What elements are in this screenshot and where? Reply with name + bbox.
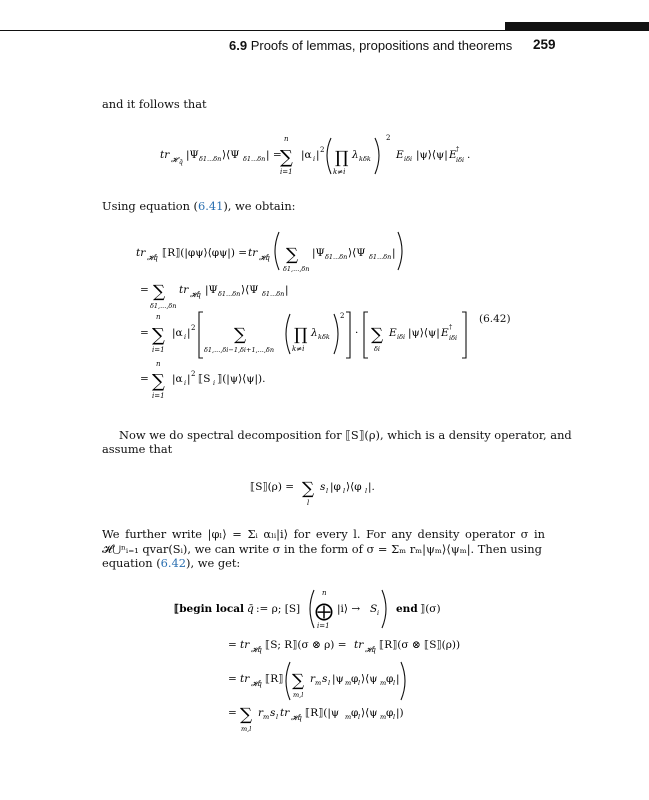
paragraph-4-line-1: We further write |φₗ⟩ = Σᵢ αₗᵢ|i⟩ for every l. For any density operator σ in (102, 527, 546, 541)
svg-text:q̄: q̄ (247, 603, 254, 615)
svg-text:m: m (345, 679, 352, 687)
paragraph-4-line-2: 𝓗⋃ⁿᵢ₌₁ qvar(Sᵢ), we can write σ in the form of σ = Σₘ rₘ|ψₘ⟩⟨ψₘ|. Then using (102, 542, 542, 556)
svg-text:S: S (370, 603, 378, 615)
svg-text:δ1...δn: δ1...δn (218, 290, 241, 298)
svg-text:i: i (213, 379, 216, 387)
equation-link-6-41[interactable]: 6.41 (197, 199, 224, 213)
svg-text:m: m (380, 713, 387, 721)
svg-text:end: end (396, 603, 418, 615)
svg-text:𝓗q̄: 𝓗q̄ (190, 291, 201, 299)
svg-text:∏: ∏ (294, 325, 308, 345)
svg-text:2: 2 (320, 146, 325, 154)
svg-text:|: | (187, 373, 191, 385)
svg-text:m: m (315, 679, 322, 687)
svg-text:tr: tr (280, 707, 290, 719)
svg-text:𝓗q̄: 𝓗q̄ (259, 254, 270, 262)
svg-text:=: = (140, 327, 149, 339)
svg-text:∑: ∑ (302, 479, 315, 499)
svg-text:∑: ∑ (280, 147, 293, 168)
svg-text:⟦R⟧(|ψ: ⟦R⟧(|ψ (305, 707, 340, 719)
svg-text:∏: ∏ (335, 148, 349, 168)
svg-text:∑: ∑ (153, 282, 166, 302)
paragraph-2: Using equation (6.41), we obtain: (102, 199, 296, 213)
svg-text:|: | (392, 247, 396, 259)
svg-text:⟩⟨Ψ: ⟩⟨Ψ (222, 149, 240, 161)
svg-text:i=1: i=1 (152, 346, 165, 354)
svg-text:𝓗q̄: 𝓗q̄ (251, 646, 262, 654)
svg-text::= ρ; [S]: := ρ; [S] (256, 603, 301, 615)
svg-text:=: = (140, 284, 149, 296)
svg-text:𝓗q̄: 𝓗q̄ (291, 714, 302, 722)
svg-text:⟦S: ⟦S (198, 373, 211, 385)
svg-text:m,l: m,l (241, 725, 252, 733)
svg-text:⟧(|ψ⟩⟨ψ|).: ⟧(|ψ⟩⟨ψ|). (217, 373, 266, 385)
svg-text:E: E (396, 149, 404, 161)
svg-text:⨁: ⨁ (315, 601, 333, 622)
equation-block-6-42 (136, 226, 516, 406)
svg-text:∑: ∑ (152, 371, 165, 392)
equation-1 (160, 128, 480, 188)
svg-text:2: 2 (340, 312, 345, 320)
svg-text:|ψ⟩⟨ψ|: |ψ⟩⟨ψ| (408, 327, 440, 339)
svg-text:n: n (156, 360, 161, 368)
svg-text:δ1...δn: δ1...δn (325, 253, 348, 261)
svg-text:m,l: m,l (293, 691, 304, 699)
svg-text:⟩⟨ψ: ⟩⟨ψ (361, 673, 378, 685)
svg-text:E: E (449, 149, 457, 161)
svg-text:|: | (316, 149, 320, 161)
equation-label: (6.42) (479, 313, 511, 325)
svg-text:𝓗: 𝓗 (171, 156, 178, 164)
svg-text:⟩⟨Ψ: ⟩⟨Ψ (348, 247, 366, 259)
svg-text:φ: φ (386, 673, 394, 685)
svg-text:†: † (449, 323, 453, 331)
svg-text:|ψ: |ψ (332, 673, 344, 685)
svg-text:r: r (310, 673, 316, 685)
svg-text:iδi: iδi (456, 156, 465, 164)
svg-text:|): |) (396, 707, 404, 719)
svg-text:=: = (228, 673, 237, 685)
svg-text:⟧(σ): ⟧(σ) (420, 603, 441, 615)
svg-text:i: i (184, 333, 187, 341)
equation-link-6-42[interactable]: 6.42 (160, 556, 187, 570)
svg-text:m: m (263, 713, 270, 721)
svg-text:i: i (184, 379, 187, 387)
svg-text:tr: tr (248, 247, 258, 259)
svg-text:tr: tr (240, 673, 250, 685)
svg-text:s: s (322, 673, 328, 685)
svg-text:⟦R⟧(σ ⊗ ⟦S⟧(ρ)): ⟦R⟧(σ ⊗ ⟦S⟧(ρ)) (379, 639, 461, 651)
svg-text:l: l (343, 487, 346, 495)
paragraph-1: and it follows that (102, 97, 207, 111)
svg-text:l: l (393, 713, 396, 721)
svg-text:·: · (355, 327, 359, 339)
svg-text:|ψ⟩⟨ψ|: |ψ⟩⟨ψ| (416, 149, 448, 161)
equation-3 (250, 470, 410, 510)
svg-text:tr: tr (136, 247, 146, 259)
svg-text:tr: tr (354, 639, 364, 651)
svg-text:iδi: iδi (449, 334, 458, 342)
svg-text:δ1...δn: δ1...δn (369, 253, 392, 261)
svg-text:⟩⟨Ψ: ⟩⟨Ψ (241, 284, 259, 296)
svg-text:kδk: kδk (318, 333, 330, 341)
svg-text:=: = (228, 707, 237, 719)
svg-text:∑: ∑ (371, 325, 384, 345)
svg-text:n: n (284, 135, 289, 143)
svg-text:𝓗q̄: 𝓗q̄ (147, 254, 158, 262)
svg-text:𝓗q̄: 𝓗q̄ (251, 680, 262, 688)
svg-text:=: = (228, 639, 237, 651)
svg-text:λ: λ (311, 327, 318, 339)
svg-text:⟩⟨φ: ⟩⟨φ (346, 481, 362, 493)
svg-text:|: | (396, 673, 400, 685)
svg-text:δ1,...,δn: δ1,...,δn (150, 302, 177, 310)
svg-text:l: l (393, 679, 396, 687)
svg-text:∑: ∑ (152, 325, 165, 346)
svg-text:𝓗q̄: 𝓗q̄ (365, 646, 376, 654)
page-number: 259 (533, 37, 556, 52)
paragraph-3-line-1: Now we do spectral decomposition for ⟦S⟧(ρ), which is a density operator, and (119, 428, 572, 442)
running-header (229, 38, 512, 53)
svg-text:m: m (380, 679, 387, 687)
svg-text:⟦begin local: ⟦begin local (174, 603, 245, 615)
svg-text:∑: ∑ (240, 705, 253, 725)
svg-text:i=1: i=1 (317, 622, 330, 630)
svg-text:⟩⟨ψ: ⟩⟨ψ (361, 707, 378, 719)
svg-text:iδi: iδi (397, 333, 406, 341)
svg-text:φ: φ (351, 707, 359, 719)
svg-text:⟦R⟧(|φψ⟩⟨φψ|) =: ⟦R⟧(|φψ⟩⟨φψ|) = (162, 247, 248, 259)
svg-text:iδi: iδi (404, 155, 413, 163)
svg-text:l: l (307, 499, 310, 507)
svg-text:l: l (358, 679, 361, 687)
svg-text:n: n (322, 589, 327, 597)
svg-text:q̄: q̄ (179, 159, 183, 166)
svg-text:r: r (258, 707, 264, 719)
svg-text:|Ψ: |Ψ (205, 284, 218, 296)
svg-text:tr: tr (160, 149, 170, 161)
paragraph-4-line-3: equation (6.42), we get: (102, 556, 241, 570)
svg-text:|.: |. (368, 481, 375, 493)
equation-block-4 (174, 582, 474, 742)
svg-text:i=1: i=1 (152, 392, 165, 400)
svg-text:δ1...δn: δ1...δn (243, 155, 266, 163)
svg-text:∑: ∑ (292, 671, 305, 691)
svg-text:|: | (285, 284, 289, 296)
svg-text:2: 2 (191, 324, 196, 332)
svg-text:|α: |α (172, 373, 183, 385)
svg-text:i=1: i=1 (280, 168, 293, 176)
svg-text:δ1...δn: δ1...δn (262, 290, 285, 298)
svg-text:n: n (156, 313, 161, 321)
svg-text:l: l (326, 487, 329, 495)
svg-text:s: s (270, 707, 276, 719)
svg-text:∑: ∑ (286, 245, 299, 265)
svg-text:2: 2 (386, 134, 391, 142)
svg-text:k≠i: k≠i (333, 168, 346, 176)
header-rule (0, 30, 649, 31)
svg-text:λ: λ (352, 149, 359, 161)
svg-text:∑: ∑ (234, 325, 247, 345)
svg-text:l: l (328, 679, 331, 687)
svg-text:.: . (467, 149, 471, 161)
svg-text:kδk: kδk (359, 155, 371, 163)
svg-text:tr: tr (179, 284, 189, 296)
svg-text:E: E (441, 327, 449, 339)
svg-text:l: l (276, 713, 279, 721)
svg-text:|α: |α (301, 149, 312, 161)
svg-text:|α: |α (172, 327, 183, 339)
svg-text:m: m (345, 713, 352, 721)
svg-text:|Ψ: |Ψ (312, 247, 325, 259)
svg-text:φ: φ (351, 673, 359, 685)
svg-text:|Ψ: |Ψ (186, 149, 199, 161)
svg-text:⟦S; R⟧(σ ⊗ ρ) =: ⟦S; R⟧(σ ⊗ ρ) = (265, 639, 347, 651)
svg-text:⟦S⟧(ρ) =: ⟦S⟧(ρ) = (250, 481, 295, 493)
svg-text:| =: | = (266, 149, 282, 161)
svg-text:⟦R⟧: ⟦R⟧ (265, 673, 284, 685)
svg-text:l: l (365, 487, 368, 495)
svg-text:l: l (358, 713, 361, 721)
svg-text:i: i (313, 155, 316, 163)
svg-text:2: 2 (191, 370, 196, 378)
svg-text:δ1,...,δn: δ1,...,δn (283, 265, 310, 273)
svg-text:=: = (140, 373, 149, 385)
svg-text:k≠i: k≠i (292, 345, 305, 353)
svg-text:φ: φ (386, 707, 394, 719)
section-title: Proofs of lemmas, propositions and theorems (250, 38, 513, 53)
svg-text:|i⟩ →: |i⟩ → (337, 603, 361, 615)
svg-text:tr: tr (240, 639, 250, 651)
svg-text:s: s (320, 481, 326, 493)
svg-text:|φ: |φ (330, 481, 341, 493)
svg-text:†: † (456, 145, 460, 153)
svg-text:δi: δi (374, 345, 380, 353)
svg-text:E: E (389, 327, 397, 339)
section-number: 6.9 (229, 38, 248, 53)
svg-text:δ1...δn: δ1...δn (199, 155, 222, 163)
svg-text:δ1,...,δi−1,δi+1,...,δn: δ1,...,δi−1,δi+1,...,δn (204, 346, 275, 354)
paragraph-3-line-2: assume that (102, 442, 173, 456)
svg-text:|: | (187, 327, 191, 339)
svg-text:i: i (377, 609, 380, 617)
